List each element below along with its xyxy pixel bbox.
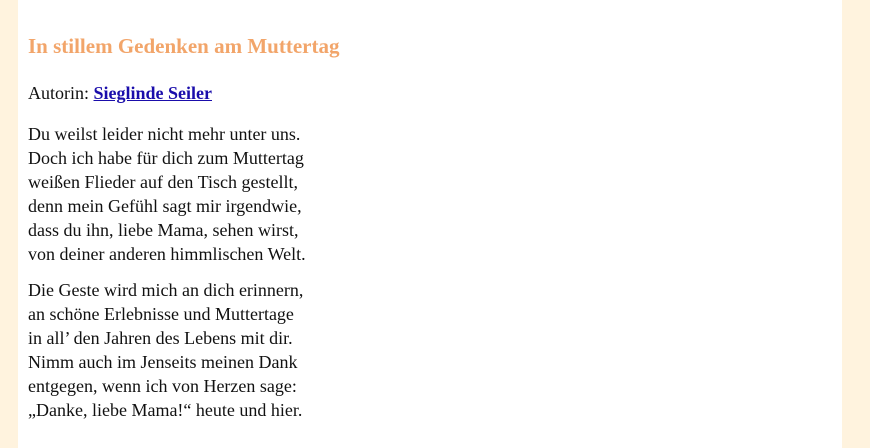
poem-line: an schöne Erlebnisse und Muttertage (28, 304, 294, 324)
author-label: Autorin: (28, 83, 94, 103)
author-line (28, 81, 832, 105)
poem-line: weißen Flieder auf den Tisch gestellt, (28, 172, 298, 192)
poem-title: In stillem Gedenken am Muttertag (28, 34, 340, 58)
poem-line: in all’ den Jahren des Lebens mit dir. (28, 328, 293, 348)
poem-line: Die Geste wird mich an dich erinnern, (28, 280, 304, 300)
poem-line: von deiner anderen himmlischen Welt. (28, 244, 306, 264)
poem-line: Nimm auch im Jenseits meinen Dank (28, 352, 298, 372)
content-panel (18, 0, 842, 448)
poem-line: denn mein Gefühl sagt mir irgendwie, (28, 196, 302, 216)
author-link[interactable]: Sieglinde Seiler (93, 83, 212, 103)
poem-line: entgegen, wenn ich von Herzen sage: (28, 376, 297, 396)
poem-line: Doch ich habe für dich zum Muttertag (28, 148, 304, 168)
poem-line: „Danke, liebe Mama!“ heute und hier. (28, 400, 303, 420)
poem-stanza-1 (28, 122, 832, 266)
poem-article (28, 34, 832, 422)
poem-line: dass du ihn, liebe Mama, sehen wirst, (28, 220, 299, 240)
poem-stanza-2 (28, 278, 832, 422)
poem-line: Du weilst leider nicht mehr unter uns. (28, 124, 301, 144)
